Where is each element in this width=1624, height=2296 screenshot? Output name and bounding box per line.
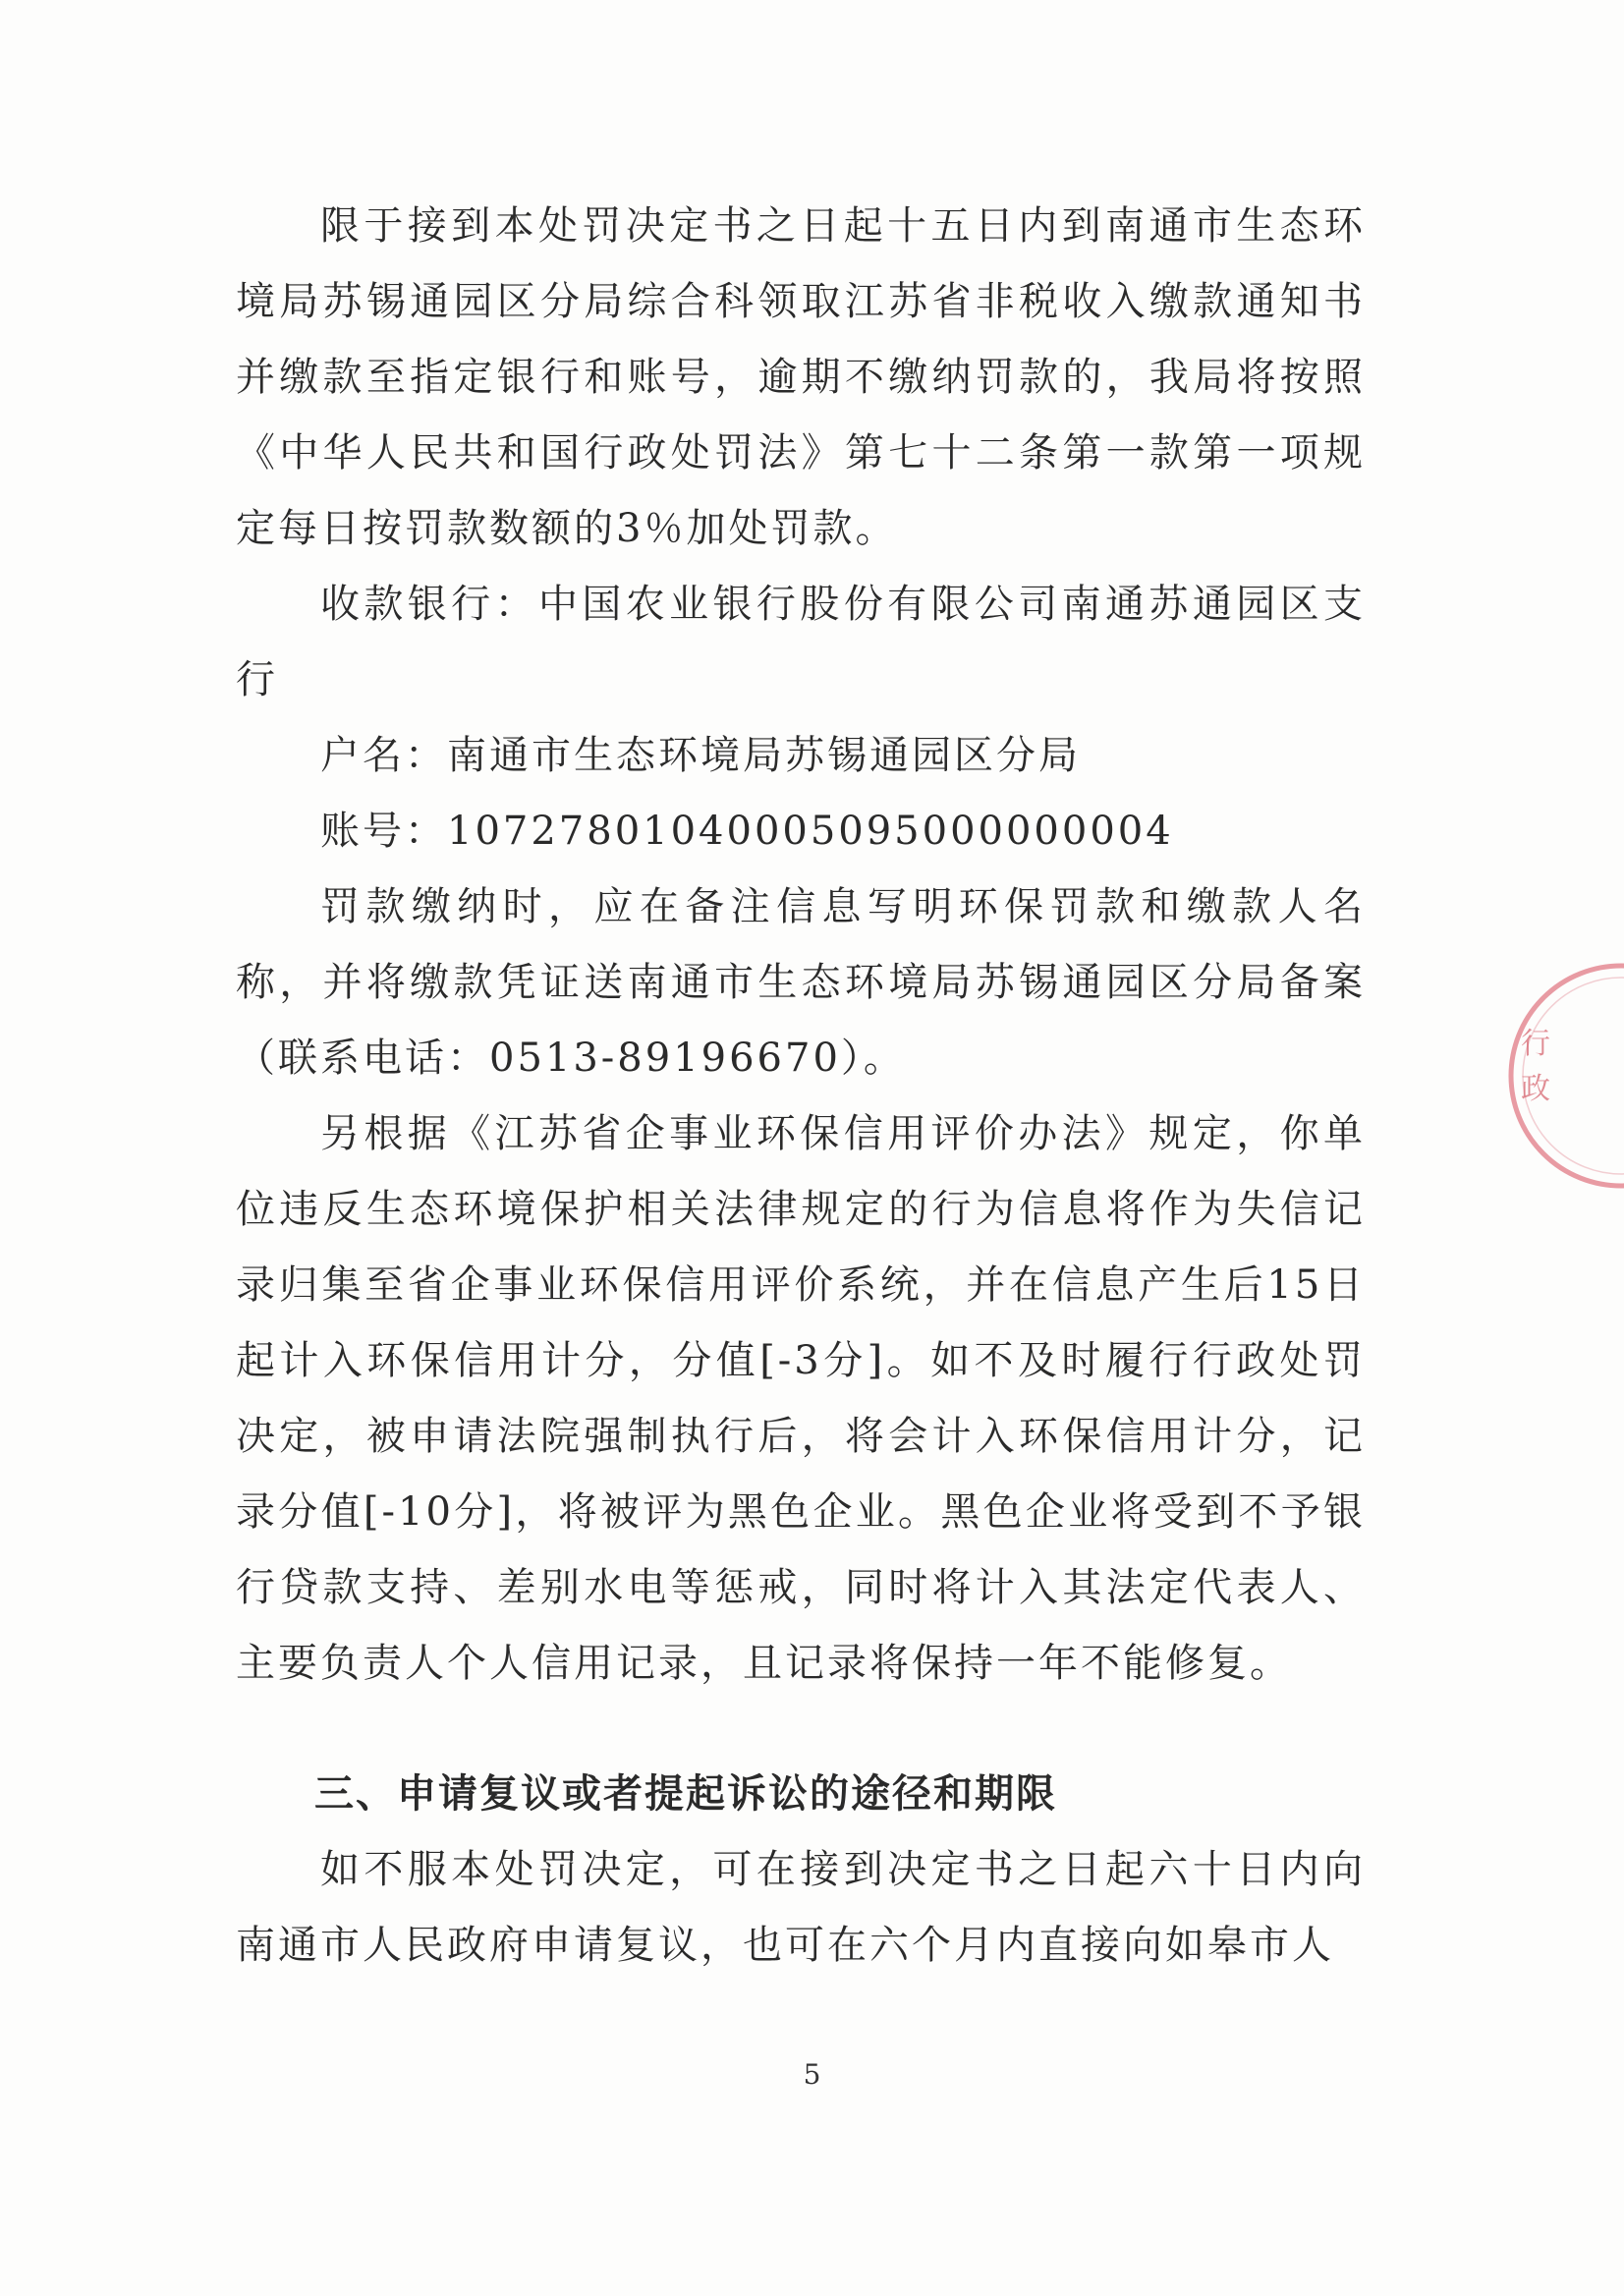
- document-body: [236, 189, 1366, 1984]
- receiving-bank-paragraph: 收款银行：中国农业银行股份有限公司南通苏通园区支行: [236, 582, 1366, 702]
- payment-deadline-paragraph: 限于接到本处罚决定书之日起十五日内到南通市生态环境局苏锡通园区分局综合科领取江苏省非税收入缴款通知书并缴款至指定银行和账号，逾期不缴纳罚款的，我局将按照《中华人民共和国行政处罚法》第七十二条第一款第一项规定每日按罚款数额的3％加处罚款。: [236, 203, 1366, 551]
- credit-evaluation-paragraph: 另根据《江苏省企事业环保信用评价办法》规定，你单位违反生态环境保护相关法律规定的行为信息将作为失信记录归集至省企事业环保信用评价系统，并在信息产生后15日起计入环保信用计分，分值[-3分]。如不及时履行行政处罚决定，被申请法院强制执行后，将会计入环保信用计分，记录分值[-10分]，将被评为黑色企业。黑色企业将受到不予银行贷款支持、差别水电等惩戒，同时将计入其法定代表人、主要负责人个人信用记录，且记录将保持一年不能修复。: [236, 1111, 1366, 1686]
- seal-text: 行政: [1521, 1027, 1550, 1106]
- account-name-paragraph: 户名：南通市生态环境局苏锡通园区分局: [320, 733, 1081, 778]
- payment-note-paragraph: 罚款缴纳时，应在备注信息写明环保罚款和缴款人名称，并将缴款凭证送南通市生态环境局苏锡通园区分局备案（联系电话：0513-89196670）。: [236, 884, 1366, 1081]
- section-heading-appeal: 三、申请复议或者提起诉讼的途径和期限: [314, 1771, 1057, 1817]
- appeal-paragraph: 如不服本处罚决定，可在接到决定书之日起六十日内向南通市人民政府申请复议，也可在六个月内直接向如皋市人: [236, 1847, 1366, 1968]
- page-number: 5: [803, 2058, 821, 2091]
- account-number-paragraph: 账号：10727801040005095000000004: [320, 809, 1174, 854]
